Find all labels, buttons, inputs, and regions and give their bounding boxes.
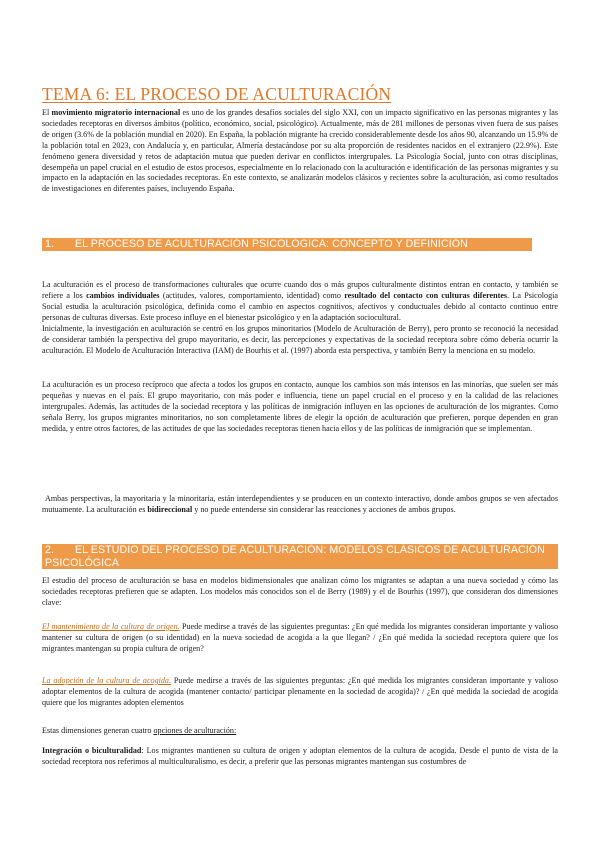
p7-text: Puede medirse a través de las siguientes preguntas: ¿En qué medida los migrantes consideran importante y valioso adoptar elementos de la cultura de acogida (mantener contacto/ participar plenamente en la sociedad de acogida)? / ¿En qué medida la sociedad de acogida quiere que los migrantes adopten elementos — [42, 676, 559, 707]
section-2-number: 2. — [45, 544, 55, 556]
adopcion-term: La adopción de la cultura de acogida. — [42, 676, 172, 685]
p8-underlined: opciones de aculturación: — [153, 726, 237, 735]
section-1-number: 1. — [45, 238, 55, 250]
paragraph-bidimensional-models: El estudio del proceso de aculturación se basa en modelos bidimensionales que analizan cómo los migrantes se adaptan a una nueva sociedad y cómo las sociedades receptoras prefieren que se adapten. Los modelos más conocidos son el de Berry (1989) y el de Bourhis (1997), que consideran dos dimensiones clave: — [42, 576, 558, 607]
p4-bold: bidireccional — [147, 504, 193, 514]
paragraph-reciprocal-process: La aculturación es un proceso recíproco que afecta a todos los grupos en contacto, aunque los cambios son más intensos en las minorías, que suelen ser más pequeñas y nuevas en el país. El grupo mayoritario, con más poder e influencia, tiene un papel crucial en el proceso y en la calidad de las relaciones intergrupales. Además, las actitudes de la sociedad receptora y las políticas de inmigración influyen en las opciones de aculturación de los migrantes. Como señala Berry, los grupos migrantes minoritarios, no son completamente libres de elegir la opción de aculturación que prefieren, porque dependen en gran medida, y entre otros factores, de las actitudes de que las sociedades receptoras tienen hacia ellos y de las políticas de inmigración que se implementan. — [42, 380, 558, 433]
section-1-heading — [42, 238, 532, 251]
paragraph-integracion — [42, 746, 558, 768]
paragraph-aculturacion-definition — [42, 280, 558, 324]
p1-text-a: La aculturación es el proceso de transformaciones culturales que ocurre cuando dos o más grupos culturalmente distintos entran en contacto, y también se refiere a los — [42, 280, 558, 300]
p1-bold-a: cambios individuales — [86, 290, 160, 300]
intro-paragraph — [42, 108, 558, 195]
paragraph-adopcion — [42, 676, 558, 709]
paragraph-bidirectional — [42, 494, 558, 516]
p8-text: Estas dimensiones generan cuatro — [42, 726, 154, 735]
p9-text: : Los migrantes mantienen su cultura de origen y adoptan elementos de la cultura de acogida. Desde el punto de vista de la sociedad receptora nos referimos al multiculturalismo, es decir, a preferir que las personas migrantes mantengan sus costumbres de — [42, 746, 558, 766]
section-2-heading — [42, 544, 558, 569]
section-2-label: EL ESTUDIO DEL PROCESO DE ACULTURACIÓN: MODELOS CLÁSICOS DE ACULTURACIÓN PSICOLÓGICA — [45, 544, 545, 569]
p6-text: Puede medirse a través de las siguientes preguntas: ¿En qué medida los migrantes consideran importante y valioso mantener su cultura de origen (o su identidad) en la nueva sociedad de acogida a la que llegan? / ¿En qué medida la sociedad receptora quiere que los migrantes mantengan su propia cultura de origen? — [42, 622, 559, 653]
intro-bold-term: movimiento migratorio internacional — [51, 108, 181, 117]
p1-bold-b: resultado del contacto con culturas diferentes — [344, 290, 508, 300]
p1-text-b: (actitudes, valores, comportamiento, identidad) como — [159, 290, 345, 300]
p4-text-b: y no puede entenderse sin considerar las reacciones y acciones de ambos grupos. — [192, 504, 456, 514]
paragraph-mantenimiento — [42, 622, 558, 655]
intro-text-body: es uno de los grandes desafíos sociales del siglo XXI, con un impacto significativo en las personas migrantes y las sociedades receptoras en diversos ámbitos (político, económico, social, psicológico). Actualmente, más de 281 millones de personas viven fuera de sus países de origen (3.6% de la población mundial en 2020). En España, la población migrante ha crecido considerablemente desde los años 90, alcanzando un 15.9% de la población total en 2023, con Andalucía y, en particular, Almería destacándose por su alta proporción de residentes nacidos en el extranjero (22.9%). Este fenómeno genera diversidad y retos de adaptación mutua que pueden derivar en conflictos intergrupales. La Psicología Social, junto con otras disciplinas, desempeña un papel crucial en el estudio de estos procesos, especialmente en lo relacionado con la aculturación e identificación de las personas migrantes y su impacto en la adaptación en las sociedades receptoras. En este contexto, se analizarán modelos clásicos y recientes sobre la aculturación, así como resultados de investigaciones en diferentes países, incluyendo España. — [42, 108, 558, 194]
p1-text-c: . La Psicología Social estudia la aculturación psicológica, definida como el cambio en aspectos cognitivos, afectivos y conductuales debido al contacto continuo entre personas de culturas diversas. Este proceso influye en el bienestar psicológico y en la adaptación sociocultural. — [42, 290, 558, 322]
paragraph-research-focus: Inicialmente, la investigación en aculturación se centró en los grupos minoritarios (Modelo de Aculturación de Berry), pero pronto se reconoció la necesidad de considerar también la perspectiva del grupo mayoritario, es decir, las percepciones y expectativas de la sociedad receptora sobre cómo debería ocurrir la aculturación. El Modelo de Aculturación Interactiva (IAM) de Bourhis et al. (1997) aborda esta perspectiva, y también Berry la menciona en su modelo. — [42, 324, 558, 355]
document-title: TEMA 6: EL PROCESO DE ACULTURACIÓN — [42, 84, 392, 104]
p4-text-a: Ambas perspectivas, la mayoritaria y la minoritaria, están interdependientes y se producen en un contexto interactivo, donde ambos grupos se ven afectados mutuamente. La aculturación es — [42, 494, 558, 514]
paragraph-four-options — [42, 726, 558, 737]
intro-text-start: El — [42, 108, 52, 117]
mantenimiento-term: El mantenimiento de la cultura de origen. — [42, 622, 180, 631]
integracion-term: Integración o biculturalidad — [42, 746, 142, 755]
section-1-label: EL PROCESO DE ACULTURACIÓN PSICOLÓGICA: CONCEPTO Y DEFINICIÓN — [75, 238, 468, 250]
